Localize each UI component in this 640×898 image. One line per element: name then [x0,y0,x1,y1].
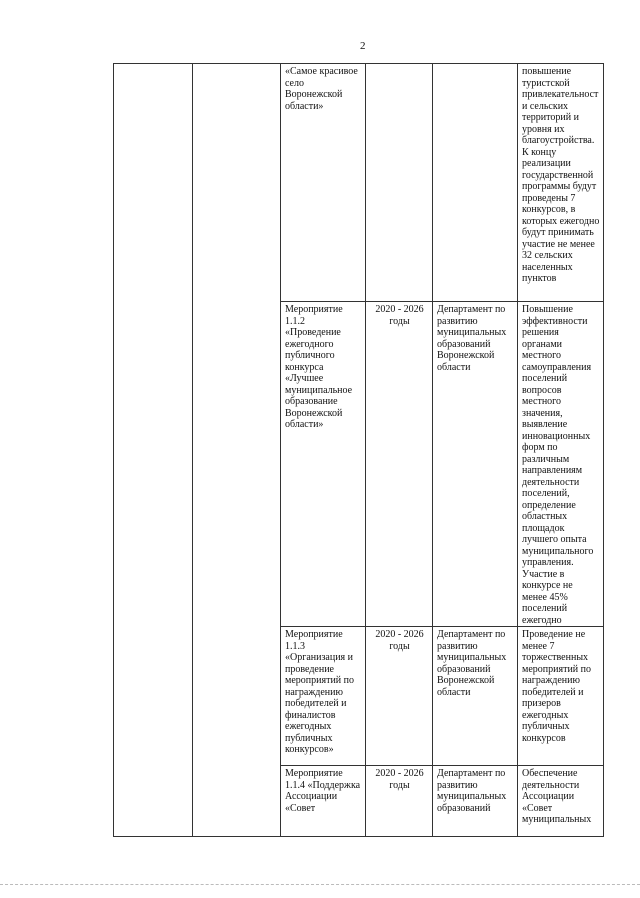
result-cell: Обеспечение деятельности Ассоциации «Совет муниципальных [518,766,604,837]
table-row [114,64,604,302]
period-cell [366,64,433,302]
measure-cell: Мероприятие 1.1.4 «Поддержка Ассоциации «Совет [281,766,366,837]
result-cell: Повышение эффективности решения органами местного самоуправления поселений вопросов местного значения, выявление инновационных форм по различным направлениям деятельности поселений, определение областных площадок лучшего опыта муниципального управления. Участие в конкурсе не менее 45% поселений ежегодно [518,302,604,627]
empty-cell [114,64,193,837]
measure-cell: Мероприятие 1.1.2 «Проведение ежегодного публичного конкурса «Лучшее муниципальное образование Воронежской области» [281,302,366,627]
executor-cell: Департамент по развитию муниципальных образований [433,766,518,837]
measure-cell: Мероприятие 1.1.3 «Организация и проведение мероприятий по награждению победителей и финалистов ежегодных публичных конкурсов» [281,627,366,766]
executor-cell: Департамент по развитию муниципальных образований Воронежской области [433,302,518,627]
period-cell: 2020 - 2026 годы [366,627,433,766]
executor-cell: Департамент по развитию муниципальных образований Воронежской области [433,627,518,766]
period-cell: 2020 - 2026 годы [366,302,433,627]
measure-cell: «Самое красивое село Воронежской области» [281,64,366,302]
result-cell: Проведение не менее 7 торжественных мероприятий по награждению победителей и призеров ежегодных публичных конкурсов [518,627,604,766]
executor-cell [433,64,518,302]
scan-edge-line [0,884,640,885]
period-cell: 2020 - 2026 годы [366,766,433,837]
result-cell: повышение туристской привлекательности сельских территорий и уровня их благоустройства. К концу реализации государственной программы будут проведены 7 конкурсов, в которых ежегодно будут принимать участие не менее 32 сельских населенных пунктов [518,64,604,302]
empty-cell [193,64,281,837]
measures-table [113,63,604,837]
page-number: 2 [360,40,366,52]
